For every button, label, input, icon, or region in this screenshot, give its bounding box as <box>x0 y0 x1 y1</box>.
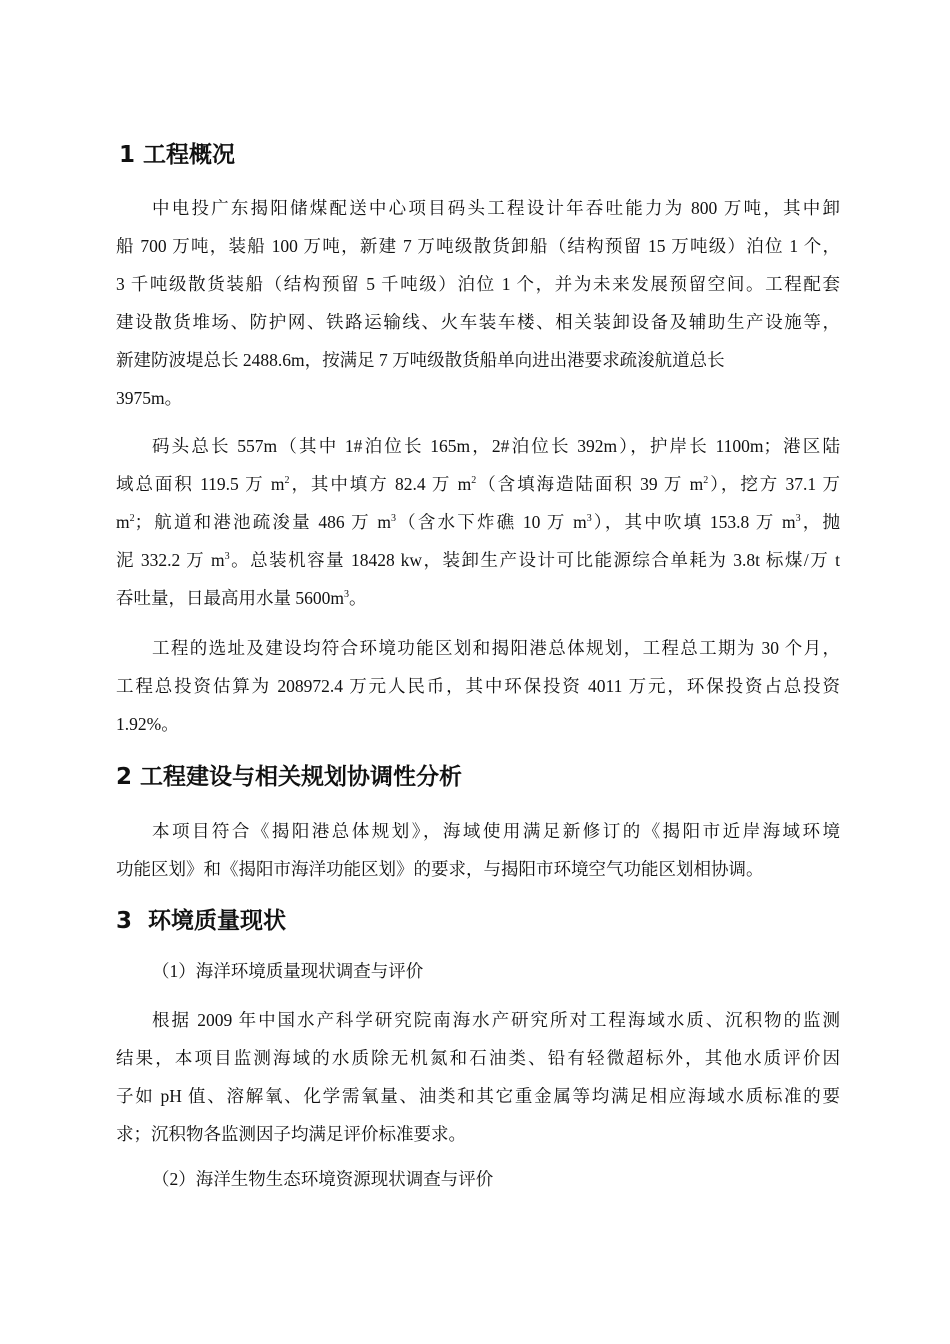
subsection-1-title: （1）海洋环境质量现状调查与评价 <box>152 961 424 981</box>
text-line: 域总面积 119.5 万 $m^2$，其中填方 82.4 万 $m^2$（含填海造陆面积 39 万 $m^2$），挖方 37.1 万 <box>116 474 840 494</box>
text-line: 子如 pH 值、溶解氧、化学需氧量、油类和其它重金属等均满足相应海域水质标准的要 <box>116 1086 840 1106</box>
text-line: 工程的选址及建设均符合环境功能区划和揭阳港总体规划，工程总工期为 30 个月， <box>152 638 840 658</box>
subsection-2-title: （2）海洋生物生态环境资源现状调查与评价 <box>152 1169 494 1189</box>
text-line: 3 千吨级散货装船（结构预留 5 千吨级）泊位 1 个，并为未来发展预留空间。工程配套 <box>116 274 840 294</box>
text-line: 本项目符合《揭阳港总体规划》，海域使用满足新修订的《揭阳市近岸海域环境 <box>152 821 840 841</box>
text-line: 1.92%。 <box>116 714 179 734</box>
section-3-paragraph-1 <box>116 1001 840 1153</box>
text-line: $m^2$；航道和港池疏浚量 486 万 $m^3$（含水下炸礁 10 万 $m^3$），其中吹填 153.8 万 $m^3$，抛 <box>116 512 840 532</box>
text-line: 工程总投资估算为 208972.4 万元人民币，其中环保投资 4011 万元，环保投资占总投资 <box>116 676 840 696</box>
text-line: 中电投广东揭阳储煤配送中心项目码头工程设计年吞吐能力为 800 万吨，其中卸 <box>152 198 840 218</box>
section-3-heading: 3 环境质量现状 <box>116 908 287 934</box>
section-2-heading: 2 工程建设与相关规划协调性分析 <box>116 764 463 790</box>
text-line: 新建防波堤总长 2488.6m，按满足 7 万吨级散货船单向进出港要求疏浚航道总长 <box>116 350 725 370</box>
section-1-heading: 1 工程概况 <box>119 142 236 168</box>
text-line: 建设散货堆场、防护网、铁路运输线、火车装车楼、相关装卸设备及辅助生产设施等， <box>116 312 840 332</box>
section-1-paragraph-3 <box>116 629 840 743</box>
text-line: 船 700 万吨，装船 100 万吨，新建 7 万吨级散货卸船（结构预留 15 万吨级）泊位 1 个， <box>116 236 840 256</box>
section-1-paragraph-1 <box>116 189 840 417</box>
text-line: 泥 332.2 万 $m^3$。总装机容量 18428 kw，装卸生产设计可比能源综合单耗为 3.8t 标煤/万 t <box>116 550 840 570</box>
text-line: 求；沉积物各监测因子均满足评价标准要求。 <box>116 1124 466 1144</box>
text-line: 根据 2009 年中国水产科学研究院南海水产研究所对工程海域水质、沉积物的监测 <box>152 1010 840 1030</box>
text-line: 3975m。 <box>116 388 183 408</box>
text-line: 结果，本项目监测海域的水质除无机氮和石油类、铅有轻微超标外，其他水质评价因 <box>116 1048 840 1068</box>
section-1-paragraph-2 <box>116 427 840 617</box>
text-line: 吞吐量，日最高用水量 $5600m^3$。 <box>116 588 367 608</box>
text-line: 码头总长 557m（其中 1#泊位长 165m，2#泊位长 392m），护岸长 1100m；港区陆 <box>152 436 840 456</box>
section-2-paragraph-1 <box>116 812 840 888</box>
text-line: 功能区划》和《揭阳市海洋功能区划》的要求，与揭阳市环境空气功能区划相协调。 <box>116 859 764 879</box>
